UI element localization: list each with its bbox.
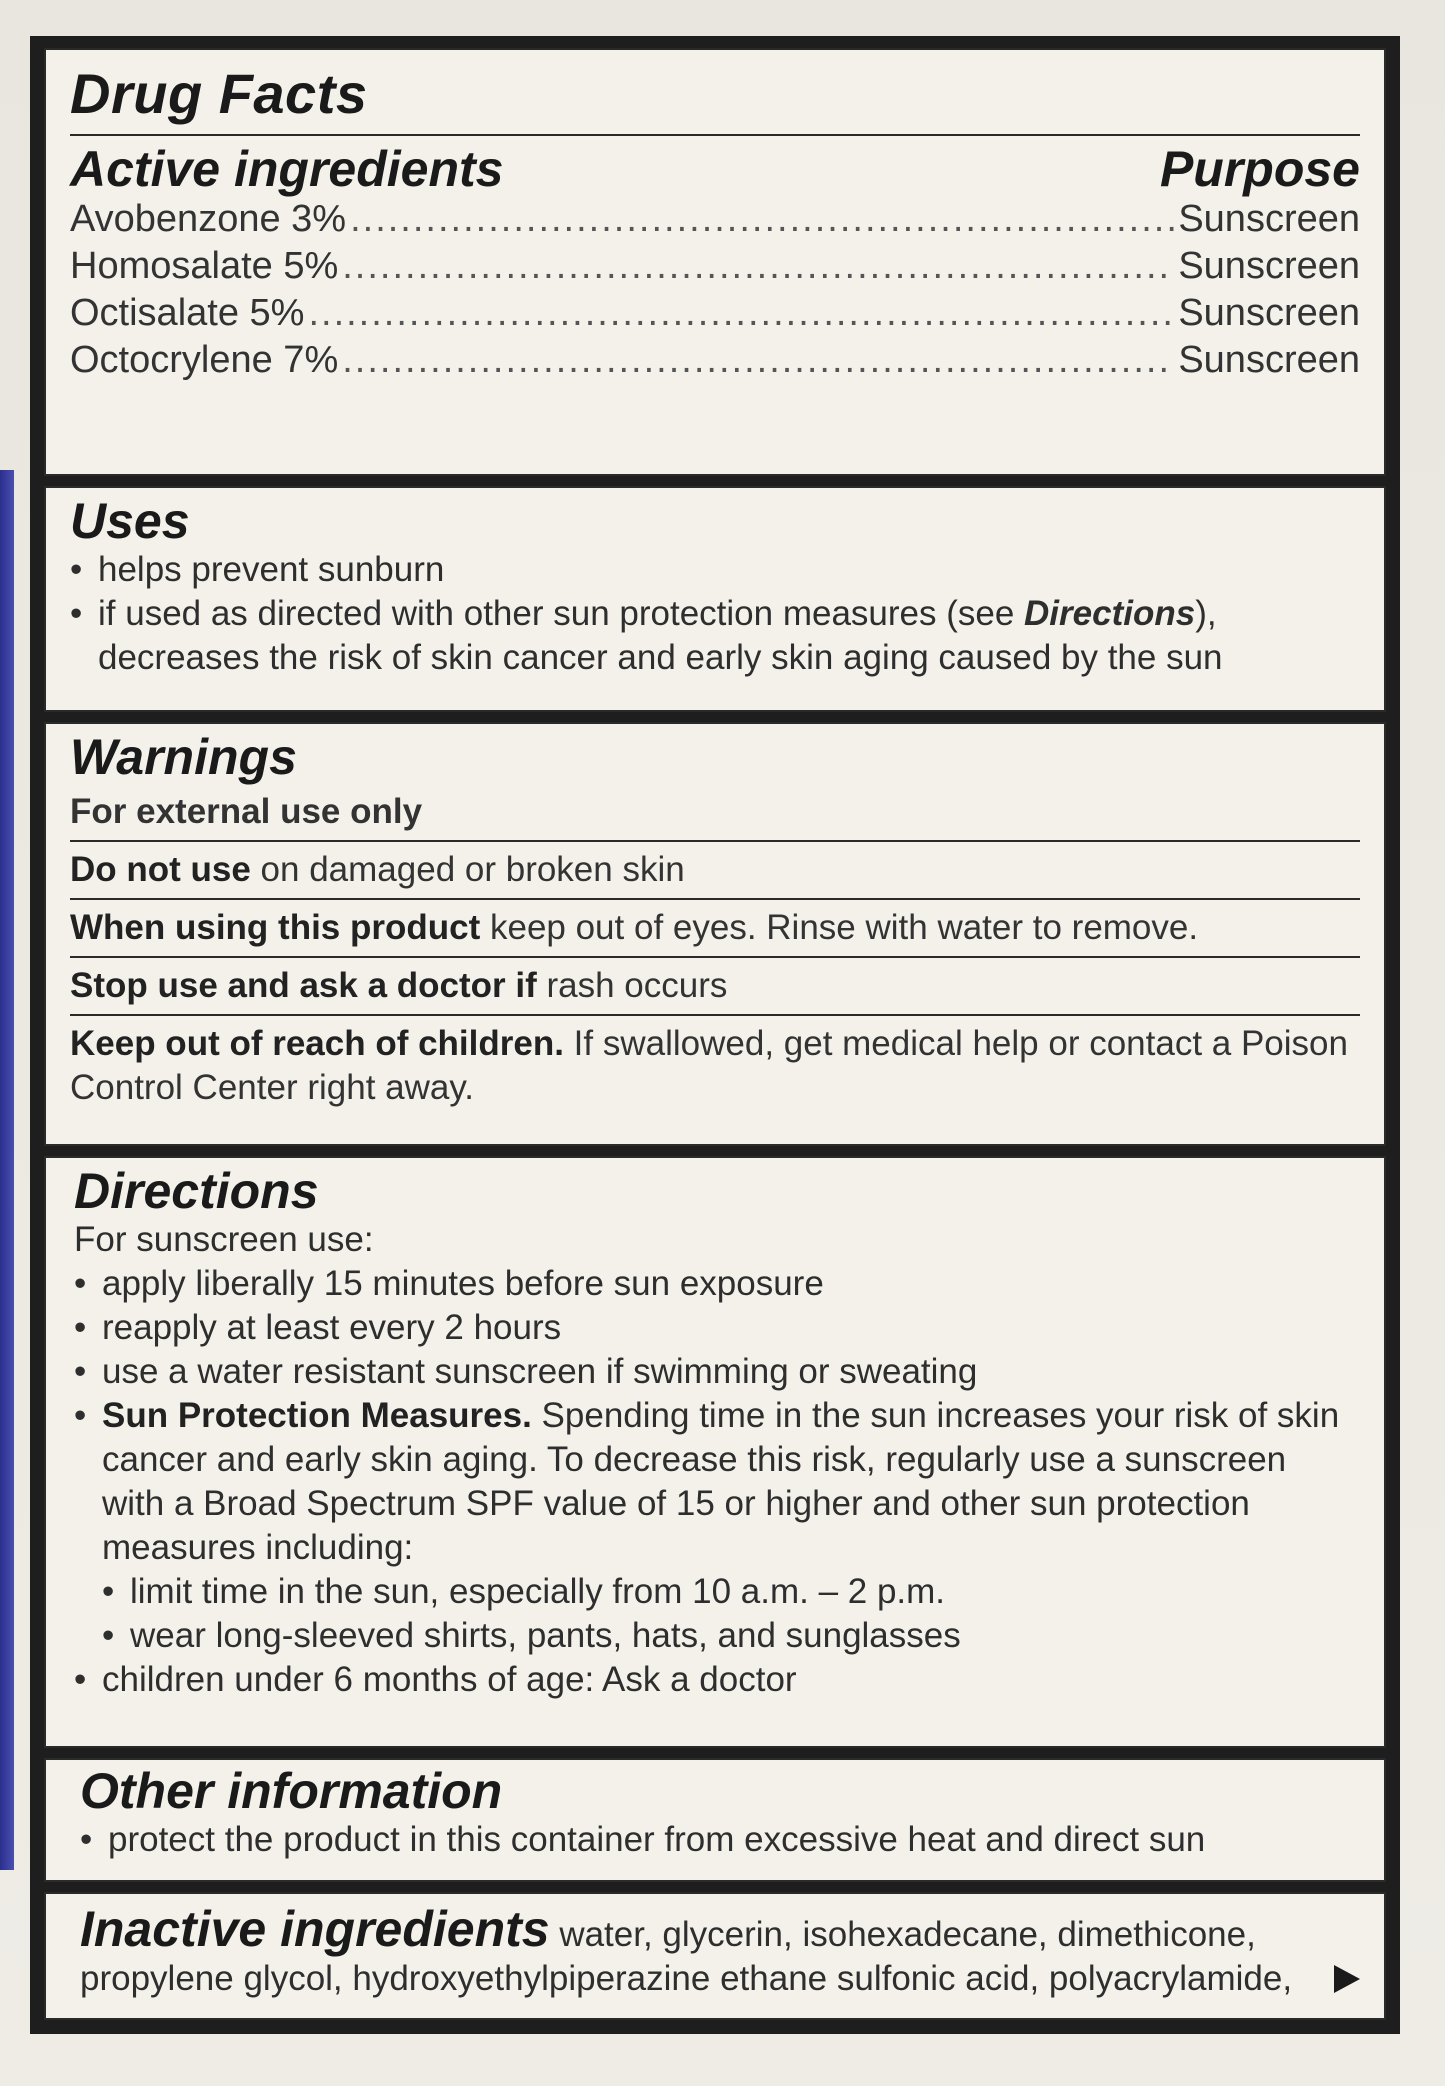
ingredient-name: Avobenzone 3% (70, 198, 347, 240)
ingredient-row (70, 290, 1360, 337)
inactive-ingredients-text-1: water, glycerin, isohexadecane, dimethicone, (549, 1915, 1256, 1954)
ingredient-purpose: Sunscreen (1178, 198, 1360, 240)
active-ingredients-box (44, 48, 1386, 476)
directions-box (44, 1156, 1386, 1748)
list-item (74, 1262, 1360, 1306)
ingredient-name: Octisalate 5% (70, 292, 305, 334)
inactive-line-1 (80, 1902, 1360, 1957)
keep-out-line (70, 1016, 1360, 1116)
title-rule (70, 134, 1360, 136)
drug-facts-title: Drug Facts (70, 62, 368, 125)
when-using-text: keep out of eyes. Rinse with water to remove. (480, 908, 1199, 947)
directions-item: reapply at least every 2 hours (102, 1308, 562, 1347)
list-item (74, 1570, 1360, 1614)
sun-protection-label: Sun Protection Measures. (102, 1396, 532, 1435)
keep-out-text: If swallowed, get medical help or contact a Poison Control Center right away. (70, 1024, 1348, 1107)
do-not-use-label: Do not use (70, 850, 251, 889)
directions-item: use a water resistant sunscreen if swimming or sweating (102, 1352, 978, 1391)
uses-item-2-post: ), (1195, 594, 1217, 633)
uses-heading: Uses (70, 493, 190, 549)
ingredient-purpose: Sunscreen (1178, 245, 1360, 287)
ingredient-name: Octocrylene 7% (70, 339, 339, 381)
drug-facts-panel (30, 36, 1400, 2034)
directions-item: apply liberally 15 minutes before sun exposure (102, 1264, 824, 1303)
directions-sub-item: wear long-sleeved shirts, pants, hats, and sunglasses (130, 1616, 961, 1655)
list-item (70, 592, 1360, 680)
bullet-icon: • (80, 1820, 93, 1859)
bullet-icon: • (74, 1660, 87, 1699)
other-information-item: protect the product in this container from excessive heat and direct sun (108, 1820, 1206, 1859)
do-not-use-line (70, 842, 1360, 900)
leader-dots (308, 290, 1174, 337)
list-item (74, 1614, 1360, 1658)
active-header-row (70, 142, 1360, 196)
directions-children: children under 6 months of age: Ask a doctor (102, 1660, 797, 1699)
do-not-use-text: on damaged or broken skin (250, 850, 685, 889)
ingredient-name: Homosalate 5% (70, 245, 339, 287)
external-use-line: For external use only (70, 784, 1360, 842)
uses-item-2-pre: if used as directed with other sun protection measures (see (98, 594, 1025, 633)
inactive-ingredients-text-2: propylene glycol, hydroxyethylpiperazine ethane sulfonic acid, polyacrylamide, (80, 1959, 1293, 1998)
uses-box (44, 486, 1386, 712)
arrow-right-icon (1334, 1965, 1360, 1993)
list-item (80, 1818, 1360, 1862)
keep-out-label: Keep out of reach of children. (70, 1024, 564, 1063)
when-using-label: When using this product (70, 908, 481, 947)
when-using-line (70, 900, 1360, 958)
leader-dots (342, 337, 1174, 384)
bullet-icon: • (102, 1616, 115, 1655)
bullet-icon: • (102, 1572, 115, 1611)
stop-use-line (70, 958, 1360, 1016)
warnings-heading: Warnings (70, 729, 297, 785)
warnings-box (44, 722, 1386, 1146)
bullet-icon: • (74, 1396, 87, 1435)
uses-item-1: helps prevent sunburn (98, 550, 445, 589)
list-item (70, 548, 1360, 592)
bullet-icon: • (74, 1264, 87, 1303)
leader-dots (350, 196, 1174, 243)
ingredient-purpose: Sunscreen (1178, 292, 1360, 334)
list-item (74, 1306, 1360, 1350)
active-ingredients-heading: Active ingredients (70, 141, 504, 197)
directions-reference: Directions (1024, 594, 1196, 633)
inactive-ingredients-heading: Inactive ingredients (80, 1901, 550, 1957)
bullet-icon: • (74, 1308, 87, 1347)
bullet-icon: • (74, 1352, 87, 1391)
bullet-icon: • (70, 594, 83, 633)
other-information-heading: Other information (80, 1763, 503, 1819)
inactive-ingredients-box (44, 1892, 1386, 2020)
list-item (74, 1394, 1360, 1570)
stop-use-label: Stop use and ask a doctor if (70, 966, 537, 1005)
ingredient-purpose: Sunscreen (1178, 339, 1360, 381)
directions-intro: For sunscreen use: (74, 1220, 374, 1259)
list-item (74, 1350, 1360, 1394)
list-item (74, 1658, 1360, 1702)
purpose-heading: Purpose (1159, 141, 1360, 197)
bullet-icon: • (70, 550, 83, 589)
ingredient-row (70, 196, 1360, 243)
stop-use-text: rash occurs (536, 966, 728, 1005)
ingredient-row (70, 337, 1360, 384)
other-information-box (44, 1758, 1386, 1882)
inactive-line-2 (80, 1957, 1360, 2001)
leader-dots (342, 243, 1174, 290)
uses-item-2-line2: decreases the risk of skin cancer and early skin aging caused by the sun (98, 638, 1223, 677)
directions-heading: Directions (74, 1163, 319, 1219)
ingredient-row (70, 243, 1360, 290)
carton-edge (0, 470, 14, 1870)
sun-protection-text: Spending time in the sun increases your risk of skin cancer and early skin aging. To decrease this risk, regularly use a sunscreen with a Broad Spectrum SPF value of 15 or higher and other sun protection measures including: (102, 1396, 1340, 1567)
directions-sub-item: limit time in the sun, especially from 10 a.m. – 2 p.m. (130, 1572, 946, 1611)
